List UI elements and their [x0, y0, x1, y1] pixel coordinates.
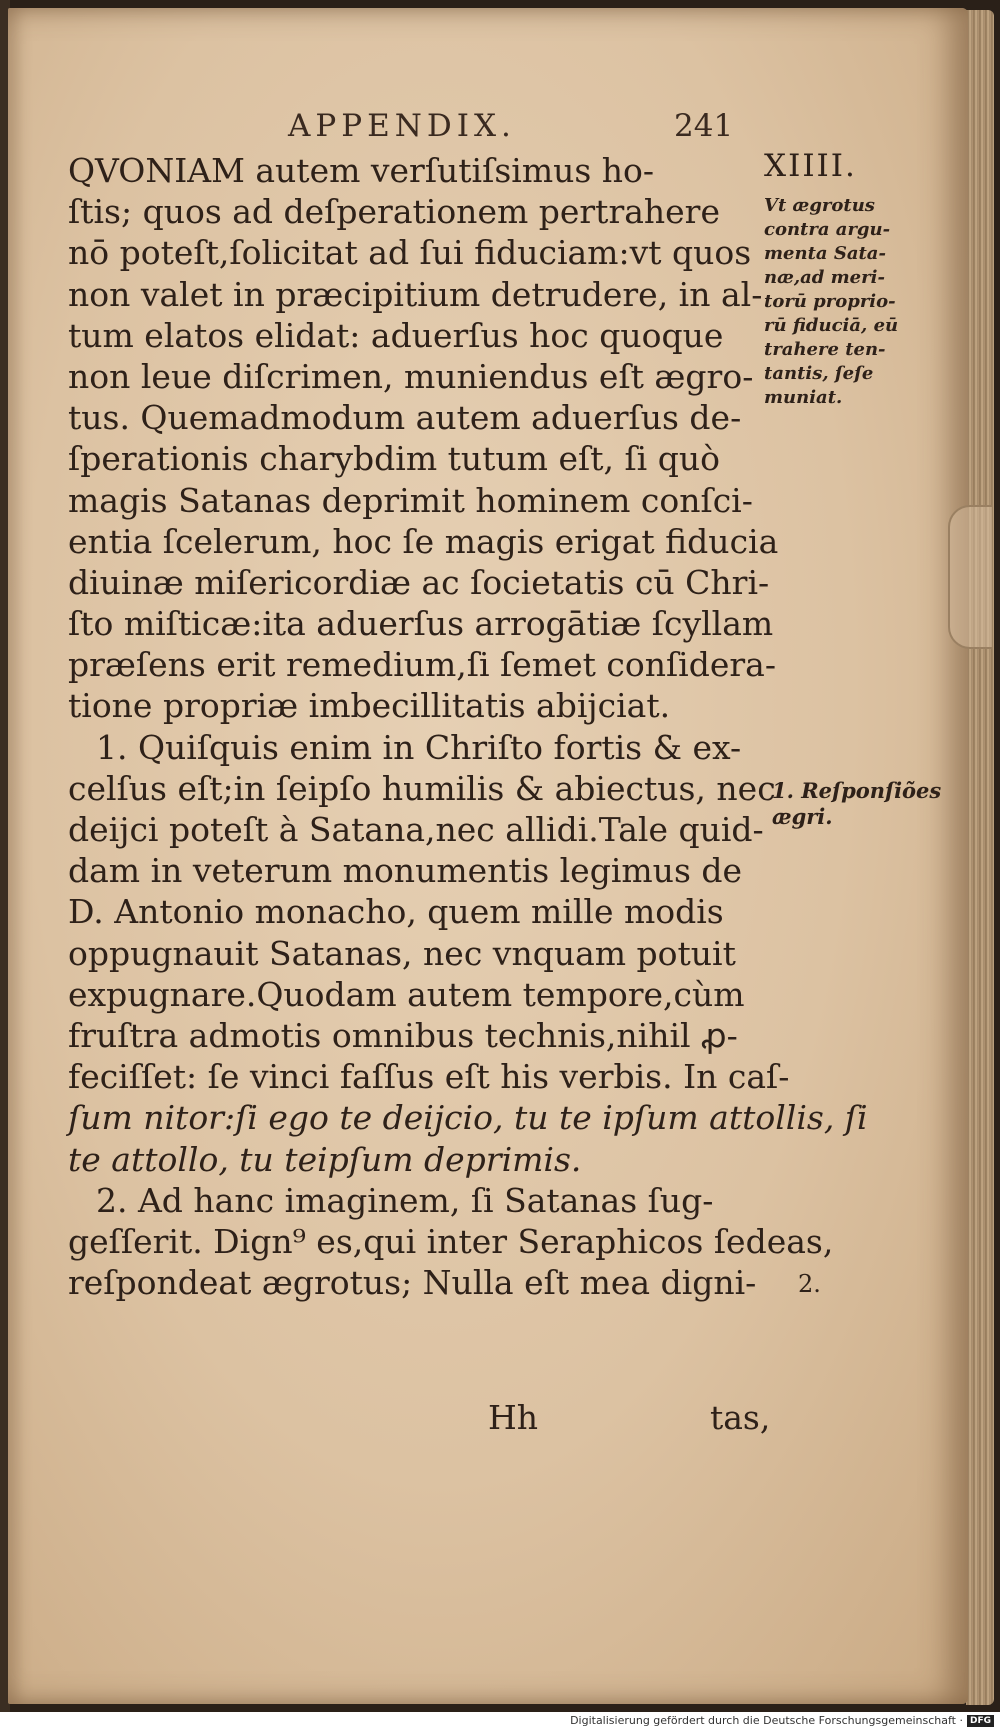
- margin-line: trahere ten-: [764, 339, 886, 360]
- margin-line: menta Sata-: [764, 243, 886, 264]
- text-line-italic: ſum nitor:ſi ego te deijcio, tu te ipſum attollis, ſi: [68, 1098, 868, 1138]
- margin-line: 1. Reſponſiões: [772, 778, 942, 803]
- text-line: oppugnauit Satanas, nec vnquam potuit: [68, 933, 736, 973]
- text-line: nō poteſt,ſolicitat ad ſui fiduciam:vt quos: [68, 233, 752, 273]
- catchword: tas,: [710, 1398, 771, 1437]
- marginal-note-3: 2.: [798, 1270, 821, 1298]
- text-line: geſſerit. Dign⁹ es,qui inter Seraphicos ſedeas,: [68, 1221, 834, 1261]
- margin-line: Vt ægrotus: [764, 195, 875, 216]
- footer-credit: Digitalisierung gefördert durch die Deutsche Forschungsgemeinschaft ·: [570, 1714, 963, 1727]
- text-line: dam in veterum monumentis legimus de: [68, 851, 743, 891]
- running-title: APPENDIX.: [288, 108, 516, 144]
- page-number: 241: [674, 108, 734, 144]
- text-line-italic: te attollo, tu teipſum deprimis.: [68, 1139, 582, 1179]
- text-line: feciſſet: ſe vinci faſſus eſt his verbis. In caſ-: [68, 1057, 790, 1097]
- book-page: [8, 8, 968, 1704]
- margin-line: muniat.: [764, 387, 843, 408]
- margin-line: tantis, ſeſe: [764, 363, 874, 384]
- digitization-footer: [0, 1712, 1000, 1730]
- text-line: tus. Quemadmodum autem aduerſus de-: [68, 398, 742, 438]
- text-line: non leue diſcrimen, muniendus eſt ægro-: [68, 356, 754, 396]
- text-line: ſtis; quos ad deſperationem pertrahere: [68, 192, 720, 232]
- text-line: magis Satanas deprimit hominem conſci-: [68, 480, 753, 520]
- section-number: XIIII.: [764, 148, 857, 184]
- page-tab-marker: [948, 505, 992, 649]
- marginal-note-2: [772, 778, 941, 830]
- text-line: 1. Quiſquis enim in Chriſto fortis & ex-: [96, 727, 742, 767]
- margin-line: contra argu-: [764, 219, 891, 240]
- text-line: celſus eſt;in ſeipſo humilis & abiectus, nec: [68, 768, 776, 808]
- text-line: fruſtra admotis omnibus technis,nihil ꝓ-: [68, 1015, 738, 1055]
- signature-mark: Hh: [488, 1398, 539, 1437]
- text-line: diuinæ miſericordiæ ac ſocietatis cū Chri-: [68, 562, 770, 602]
- text-line: non valet in præcipitium detrudere, in al-: [68, 274, 763, 314]
- page-edges: [966, 10, 994, 1705]
- text-line: QVONIAM autem verſutiſsimus ho-: [68, 151, 655, 190]
- margin-line: næ,ad meri-: [764, 267, 885, 288]
- text-line: præſens erit remedium,ſi ſemet conſidera-: [68, 645, 776, 685]
- text-line: entia ſcelerum, hoc ſe magis erigat fiducia: [68, 521, 779, 561]
- dfg-logo: DFG: [967, 1715, 994, 1727]
- text-line: ſto miſticæ:ita aduerſus arrogātiæ ſcyllam: [68, 604, 774, 644]
- text-line: 2. Ad hanc imaginem, ſi Satanas ſug-: [96, 1180, 714, 1220]
- text-line: ſperationis charybdim tutum eſt, ſi quò: [68, 439, 720, 479]
- text-line: tum elatos elidat: aduerſus hoc quoque: [68, 315, 724, 355]
- text-line: tione propriæ imbecillitatis abijciat.: [68, 686, 671, 726]
- marginal-note-1: [764, 148, 944, 410]
- margin-line: rū fiduciā, eū: [764, 315, 899, 336]
- text-line: D. Antonio monacho, quem mille modis: [68, 892, 724, 932]
- margin-line: torū proprio-: [764, 291, 896, 312]
- margin-line: ægri.: [772, 804, 833, 829]
- text-line: reſpondeat ægrotus; Nulla eſt mea digni-: [68, 1263, 757, 1303]
- text-line: expugnare.Quodam autem tempore,cùm: [68, 974, 745, 1014]
- text-line: deijci poteſt à Satana,nec allidi.Tale quid-: [68, 810, 764, 849]
